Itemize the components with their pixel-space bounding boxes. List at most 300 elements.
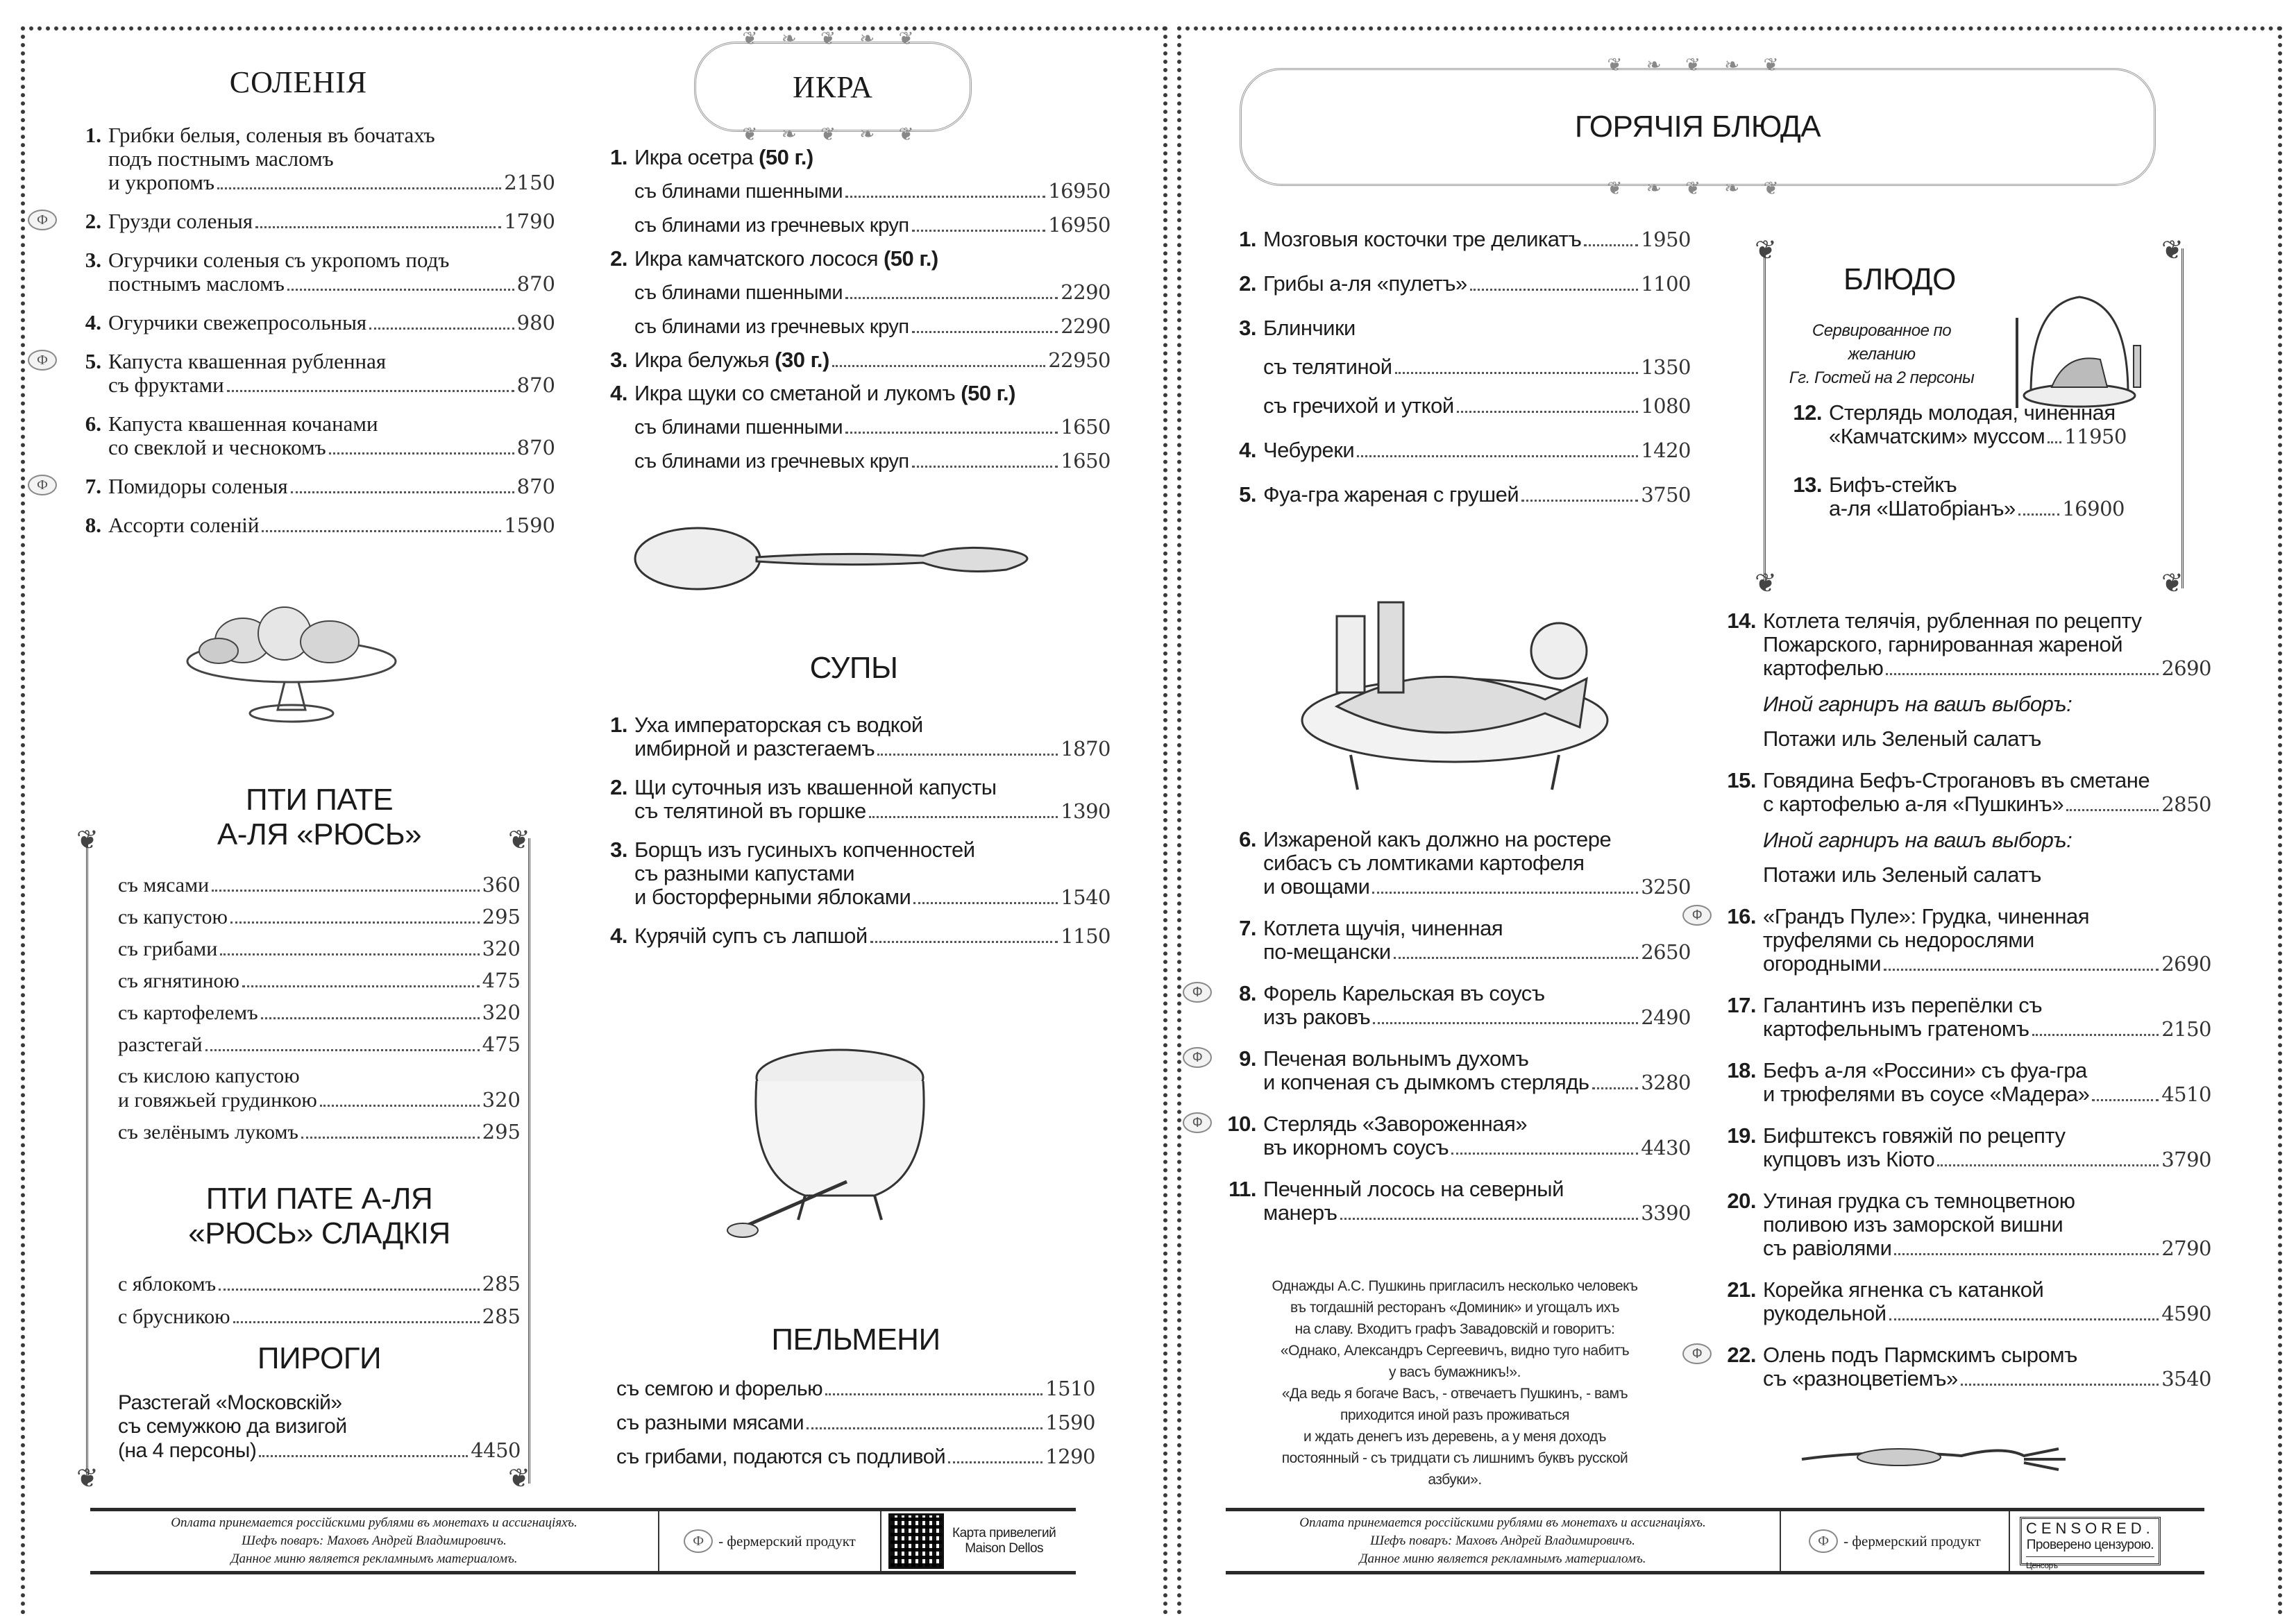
leader-dots xyxy=(845,196,1045,198)
leader-dots xyxy=(2066,809,2159,811)
fork-icon xyxy=(1795,1435,2073,1484)
item-text: Борщъ изъ гусиныхъ копченностей xyxy=(634,838,975,862)
item-line xyxy=(634,213,1111,237)
leaf-ornament-icon: ❦ xyxy=(508,1464,530,1493)
leader-dots xyxy=(1886,673,2159,675)
section-mains xyxy=(1691,609,2211,1409)
item-price: 2850 xyxy=(2161,792,2211,816)
item-price: 360 xyxy=(482,873,521,897)
item-price: 4450 xyxy=(471,1438,521,1462)
garnish-options: Потажи иль Зеленый салатъ xyxy=(1763,726,2041,751)
card-brand: Maison Dellos xyxy=(965,1541,1044,1556)
item-text: и копченая съ дымкомъ стерлядь xyxy=(1263,1070,1589,1094)
item-text: Икра белужья xyxy=(634,348,770,372)
leaf-ornament-icon: ❦ xyxy=(1755,236,1777,265)
menu-item xyxy=(118,873,521,897)
menu-item xyxy=(597,713,1111,760)
leader-dots xyxy=(1372,892,1638,894)
leaf-ornament-icon: ❦ xyxy=(508,826,530,855)
menu-item xyxy=(597,247,1111,271)
title-line: ПТИ ПАТЕ А-ЛЯ xyxy=(205,1182,433,1216)
menu-item xyxy=(71,513,555,537)
item-text: Ассорти соленій xyxy=(108,513,260,537)
item-text: Грузди соленыя xyxy=(108,209,253,233)
item-number: 3. xyxy=(610,348,627,372)
section-ikra xyxy=(597,146,1111,483)
item-number: 17. xyxy=(1727,993,1756,1017)
menu-item xyxy=(1725,1278,2211,1325)
item-text: Икра осетра xyxy=(634,145,754,169)
farm-legend-text: - фермерский продукт xyxy=(1843,1532,1981,1549)
footer-left xyxy=(90,1508,1076,1574)
item-text: Блинчики xyxy=(1263,316,1356,340)
censor-line: Проверено цензурою. xyxy=(2026,1538,2154,1552)
fork-illustration xyxy=(1788,1428,2079,1490)
item-number: 3. xyxy=(610,838,627,862)
leader-dots xyxy=(948,1461,1043,1463)
item-number: 20. xyxy=(1727,1189,1756,1213)
leader-dots xyxy=(912,466,1058,468)
item-number: 14. xyxy=(1727,609,1756,633)
item-text: съ телятиной въ горшке xyxy=(634,799,866,823)
item-line xyxy=(1263,272,1691,296)
menu-item xyxy=(1725,609,2211,751)
leader-dots xyxy=(2048,441,2061,443)
item-price: 1870 xyxy=(1061,737,1111,760)
item-text: и босторферными яблоками xyxy=(634,885,911,909)
item-price: 3390 xyxy=(1641,1201,1691,1225)
farm-product-icon: Ф xyxy=(1183,982,1212,1003)
item-text: Грибы а-ля «пулетъ» xyxy=(1263,271,1467,296)
item-text: картофельнымъ гратеномъ xyxy=(1763,1017,2029,1041)
item-line xyxy=(634,737,1111,760)
leaf-ornament-icon: ❦ xyxy=(2161,569,2184,598)
leader-dots xyxy=(1894,1253,2159,1255)
item-number: 6. xyxy=(85,411,101,436)
footer-right xyxy=(1226,1508,2204,1574)
spoon-icon xyxy=(632,516,1062,606)
item-number: 1. xyxy=(610,713,627,737)
leader-dots xyxy=(1937,1164,2159,1166)
leader-dots xyxy=(1584,244,1638,246)
subtitle-line: Сервированное по желанию xyxy=(1812,321,1952,364)
leader-dots xyxy=(1394,957,1639,959)
leader-dots xyxy=(1470,289,1638,291)
footer-note-line: Шефъ поваръ: Маховъ Андрей Владимировичъ. xyxy=(1370,1533,1635,1548)
item-price: 1510 xyxy=(1045,1377,1095,1400)
censor-signature: Ценсоръ xyxy=(2026,1556,2154,1574)
item-text: Печеная вольнымъ духомъ xyxy=(1263,1046,1529,1071)
item-number: 5. xyxy=(1239,482,1256,507)
item-line xyxy=(634,146,1111,169)
item-price: 1790 xyxy=(504,210,555,233)
item-weight: (50 г.) xyxy=(759,145,813,169)
menu-item xyxy=(71,248,555,296)
item-text: с картофелью а-ля «Пушкинъ» xyxy=(1763,792,2064,816)
item-line xyxy=(108,475,555,498)
item-price: 2650 xyxy=(1641,940,1691,964)
section-title xyxy=(118,1182,521,1251)
item-text: въ икорномъ соусъ xyxy=(1263,1135,1449,1159)
item-line xyxy=(1763,792,2211,816)
item-line xyxy=(108,436,555,459)
item-line xyxy=(1763,1082,2211,1106)
item-price: 1080 xyxy=(1641,394,1691,418)
item-text: Икра камчатского лосося xyxy=(634,246,878,271)
menu-item xyxy=(1791,473,2125,520)
leader-dots xyxy=(845,432,1058,434)
anecdote-line: у васъ бумажникъ!». xyxy=(1389,1364,1521,1380)
loyalty-card-block xyxy=(881,1511,1063,1571)
item-number: 4. xyxy=(610,381,627,405)
section-bludo xyxy=(1778,262,2173,545)
leader-dots xyxy=(320,1105,480,1107)
fish-platter-illustration xyxy=(1274,581,1635,810)
menu-item xyxy=(1192,981,1691,1029)
leader-dots xyxy=(2092,1099,2159,1101)
item-number: 4. xyxy=(1239,438,1256,462)
sub-item xyxy=(597,280,1111,305)
menu-item xyxy=(118,905,521,929)
item-line xyxy=(1829,497,2125,520)
leader-dots xyxy=(1884,969,2159,971)
leaf-ornament-icon: ❦ xyxy=(1755,569,1777,598)
anecdote-line: въ тогдашній ресторанъ «Доминик» и угощалъ ихъ xyxy=(1290,1300,1620,1316)
menu-item xyxy=(118,1272,521,1296)
farm-product-icon: Ф xyxy=(1682,905,1712,926)
leader-dots xyxy=(1373,1022,1638,1024)
leader-dots xyxy=(262,530,501,532)
menu-item xyxy=(118,1033,521,1057)
item-line xyxy=(1829,425,2127,448)
farm-legend xyxy=(1781,1511,2010,1571)
item-text: картофелью xyxy=(1763,656,1884,680)
item-line xyxy=(1263,1201,1691,1225)
item-price: 870 xyxy=(516,373,555,397)
item-price: 1590 xyxy=(1045,1411,1095,1434)
item-price: 2290 xyxy=(1061,314,1111,338)
section-pti-pate xyxy=(118,783,521,1152)
leader-dots xyxy=(877,754,1058,756)
farm-product-icon: Ф xyxy=(28,210,57,230)
item-text: съ блинами пшенными xyxy=(634,180,843,203)
item-text: Утиная грудка съ темноцветною xyxy=(1763,1189,2075,1213)
item-text: съ фруктами xyxy=(108,373,224,397)
item-text: съ грибами xyxy=(118,937,218,960)
item-text: съ блинами пшенными xyxy=(634,282,843,304)
menu-item xyxy=(1226,272,1691,296)
item-line xyxy=(1263,394,1691,418)
anecdote-line: Однажды А.С. Пушкинь пригласилъ несколько человекъ xyxy=(1272,1278,1638,1294)
pot-illustration xyxy=(715,1019,951,1248)
menu-item xyxy=(1691,1343,2211,1391)
item-weight: (30 г.) xyxy=(775,348,829,372)
menu-item xyxy=(1192,1112,1691,1159)
leader-dots xyxy=(233,1321,480,1323)
item-text: съ картофелемъ xyxy=(118,1001,258,1024)
item-number: 9. xyxy=(1239,1046,1256,1071)
item-text: Капуста квашенная рубленная xyxy=(108,349,387,373)
item-line xyxy=(1263,228,1691,251)
anecdote-line: азбуки». xyxy=(1428,1472,1482,1488)
item-line xyxy=(108,272,555,296)
item-text: Икра щуки со сметаной и лукомъ xyxy=(634,381,956,405)
menu-item xyxy=(118,969,521,993)
item-price: 320 xyxy=(482,1088,521,1112)
section-hot-b xyxy=(1192,827,1691,1243)
menu-item xyxy=(118,1064,521,1112)
item-number: 19. xyxy=(1727,1123,1756,1148)
item-price: 2290 xyxy=(1061,280,1111,304)
item-line xyxy=(634,247,1111,271)
item-line: съ семужкою да визигой xyxy=(118,1415,347,1438)
menu-item xyxy=(118,1120,521,1144)
item-price: 1390 xyxy=(1061,799,1111,823)
item-price: 4430 xyxy=(1641,1136,1691,1159)
item-text: и говяжьей грудинкою xyxy=(118,1089,317,1112)
item-price: 980 xyxy=(516,311,555,334)
leader-dots xyxy=(291,491,514,493)
menu-item xyxy=(597,348,1111,372)
menu-item xyxy=(616,1445,1095,1469)
anecdote-line: на славу. Входитъ графъ Завадовскій и говоритъ: xyxy=(1294,1321,1615,1337)
item-text: съ ягнятиною xyxy=(118,969,239,992)
item-number: 8. xyxy=(85,513,101,537)
menu-item xyxy=(1226,439,1691,462)
item-price: 1150 xyxy=(1061,924,1111,948)
item-line xyxy=(1763,952,2211,976)
item-line xyxy=(118,873,521,897)
item-number: 4. xyxy=(610,924,627,948)
item-text: съ блинами из гречневых круп xyxy=(634,450,909,473)
item-text: съ капустою xyxy=(118,906,228,928)
item-line xyxy=(616,1411,1095,1435)
section-supy xyxy=(597,651,1111,963)
fish-platter-icon xyxy=(1281,588,1628,804)
title-line: А-ЛЯ «РЮСЬ» xyxy=(217,817,422,851)
menu-item xyxy=(118,1305,521,1329)
section-pti-pate-sweet xyxy=(118,1182,521,1337)
item-text: Чебуреки xyxy=(1263,438,1355,462)
leader-dots xyxy=(369,328,514,330)
menu-item xyxy=(1725,994,2211,1041)
item-line xyxy=(108,210,555,233)
menu-item xyxy=(37,209,555,233)
leader-dots xyxy=(329,452,514,454)
leader-dots xyxy=(832,365,1045,367)
menu-item xyxy=(1226,917,1691,964)
item-price: 16950 xyxy=(1048,179,1111,203)
item-text: съ телятиной xyxy=(1263,355,1392,379)
item-line xyxy=(1263,1071,1691,1094)
farm-product-icon: Ф xyxy=(1183,1047,1212,1068)
item-line xyxy=(634,924,1111,948)
item-price: 295 xyxy=(482,905,521,928)
item-number: 1. xyxy=(85,123,101,147)
item-text: Корейка ягненка съ катанкой xyxy=(1763,1277,2044,1302)
item-text: подъ постнымъ масломъ xyxy=(108,146,334,171)
footer-note-line: Данное миню является рекламнымъ материаломъ. xyxy=(1359,1552,1646,1566)
farm-product-icon: Ф xyxy=(28,350,57,371)
item-price: 22950 xyxy=(1048,348,1111,372)
item-text: разстегай xyxy=(118,1033,203,1056)
item-text: Галантинъ изъ перепёлки съ xyxy=(1763,993,2043,1017)
sub-item xyxy=(597,179,1111,203)
sub-item xyxy=(597,415,1111,439)
item-text: с яблокомъ xyxy=(118,1273,217,1295)
menu-page-left xyxy=(21,26,1167,1615)
item-weight: (50 г.) xyxy=(961,381,1015,405)
menu-item xyxy=(1226,316,1691,418)
item-line xyxy=(1763,656,2211,680)
item-number: 10. xyxy=(1227,1112,1256,1136)
item-text: Уха императорская съ водкой xyxy=(634,713,923,737)
section-solenia xyxy=(37,65,555,552)
menu-item xyxy=(1192,1046,1691,1094)
footer-note xyxy=(1226,1511,1781,1571)
leaf-ornament-icon: ❦ xyxy=(76,826,99,855)
leader-dots xyxy=(1521,500,1638,502)
item-text: «Камчатским» муссом xyxy=(1829,424,2045,448)
item-price: 3750 xyxy=(1641,483,1691,507)
item-price: 1540 xyxy=(1061,885,1111,909)
menu-item xyxy=(1791,401,2125,448)
leader-dots xyxy=(219,1289,480,1291)
bludo-subtitle xyxy=(1778,319,1986,390)
leader-dots xyxy=(1395,372,1639,374)
item-text: купцовъ изъ Кіото xyxy=(1763,1147,1935,1171)
anecdote-line: «Да ведь я богаче Васъ, - отвечаетъ Пушкинъ, - вамъ xyxy=(1281,1386,1628,1402)
item-text: Мозговыя косточки тре деликатъ xyxy=(1263,227,1582,251)
footer-note-line: Данное миню является рекламнымъ материаломъ. xyxy=(230,1552,518,1566)
section-pelmeni xyxy=(616,1323,1095,1479)
item-price: 1650 xyxy=(1061,449,1111,473)
item-line xyxy=(118,937,521,961)
item-price: 2690 xyxy=(2161,656,2211,680)
item-price: 3790 xyxy=(2161,1148,2211,1171)
farm-product-icon: Ф xyxy=(1682,1343,1712,1364)
section-title: ❦ ❧ ❦ ❧ ❦ ГОРЯЧІЯ БЛЮДА xyxy=(1574,110,1821,144)
item-line xyxy=(118,1033,521,1057)
item-text: съ разными капустами xyxy=(634,861,855,885)
leader-dots xyxy=(912,230,1046,232)
item-line xyxy=(1263,1136,1691,1159)
item-text: «Грандъ Пуле»: Грудка, чиненная xyxy=(1763,904,2089,928)
item-text: Огурчики соленыя съ укропомъ подъ xyxy=(108,248,450,272)
item-price: 320 xyxy=(482,1001,521,1024)
item-text: Грибки белыя, соленыя въ бочатахъ xyxy=(108,123,435,147)
item-line: (на 4 персоны) xyxy=(118,1439,257,1462)
item-price: 4510 xyxy=(2161,1082,2211,1106)
item-price: 1950 xyxy=(1641,228,1691,251)
item-number: 2. xyxy=(1239,271,1256,296)
item-text: сибасъ съ ломтиками картофеля xyxy=(1263,851,1585,875)
item-line xyxy=(1763,1367,2211,1391)
item-price: 3280 xyxy=(1641,1071,1691,1094)
footer-note-line: Шефъ поваръ: Маховъ Андрей Владимировичъ. xyxy=(242,1533,507,1548)
leader-dots xyxy=(287,289,514,291)
farm-product-icon: Ф xyxy=(684,1529,713,1553)
item-weight: (50 г.) xyxy=(883,246,938,271)
item-line xyxy=(1263,355,1691,379)
section-hot-a xyxy=(1226,228,1691,527)
item-number: 4. xyxy=(85,310,101,334)
item-line xyxy=(118,1305,521,1329)
menu-item xyxy=(1226,483,1691,507)
leader-dots xyxy=(1357,455,1638,457)
leader-dots xyxy=(2018,513,2060,516)
item-number: 7. xyxy=(85,474,101,498)
menu-item xyxy=(1725,769,2211,887)
item-text: Фуа-гра жареная с грушей xyxy=(1263,482,1519,507)
item-text: Котлета щучія, чиненная xyxy=(1263,916,1503,940)
item-line xyxy=(616,1377,1095,1401)
menu-item xyxy=(597,776,1111,823)
section-title: ❦ ❧ ❦ ❧ ❦ ИКРА xyxy=(793,69,873,104)
leaf-ornament-icon: ❦ xyxy=(76,1464,99,1493)
item-text: Огурчики свежепросольныя xyxy=(108,310,367,334)
leader-dots xyxy=(259,1455,468,1457)
garnish-label: Иной гарниръ на вашъ выборъ: xyxy=(1763,828,2073,852)
menu-item xyxy=(597,146,1111,169)
subtitle-line: Гг. Гостей на 2 персоны xyxy=(1789,368,1975,387)
item-number: 21. xyxy=(1727,1277,1756,1302)
garnish-label: Иной гарниръ на вашъ выборъ: xyxy=(1763,692,2073,716)
farm-product-icon: Ф xyxy=(1809,1529,1838,1553)
item-line xyxy=(1263,1005,1691,1029)
item-text: Бифъ-стейкъ xyxy=(1829,473,1957,497)
item-price: 4590 xyxy=(2161,1302,2211,1325)
section-title xyxy=(118,783,521,852)
section-title: БЛЮДО xyxy=(1843,262,1956,296)
leader-dots xyxy=(230,921,480,924)
item-price: 475 xyxy=(482,969,521,992)
item-text: Изжареной какъ должно на ростере xyxy=(1263,827,1612,851)
leader-dots xyxy=(870,941,1058,943)
hot-dishes-cartouche xyxy=(1240,68,2156,186)
item-line xyxy=(1263,483,1691,507)
leader-dots xyxy=(212,890,479,892)
item-text: Стерлядь «Завороженная» xyxy=(1263,1112,1528,1136)
item-price: 295 xyxy=(482,1120,521,1144)
item-text: Щи суточныя изъ квашенной капусты xyxy=(634,775,997,799)
item-number: 11. xyxy=(1229,1177,1256,1201)
leader-dots xyxy=(220,953,479,955)
item-text: съ равіолями xyxy=(1763,1236,1892,1260)
item-line xyxy=(634,799,1111,823)
qr-code-icon[interactable] xyxy=(888,1513,944,1569)
menu-item xyxy=(71,124,555,194)
item-line xyxy=(1763,1302,2211,1325)
item-price: 3250 xyxy=(1641,875,1691,899)
menu-item xyxy=(1725,1124,2211,1171)
item-number: 18. xyxy=(1727,1058,1756,1082)
menu-item xyxy=(597,924,1111,948)
item-number: 8. xyxy=(1239,981,1256,1005)
item-text: Печенный лосось на северный xyxy=(1263,1177,1564,1201)
item-number: 6. xyxy=(1239,827,1256,851)
menu-item xyxy=(71,412,555,459)
item-price: 2790 xyxy=(2161,1237,2211,1260)
item-text: и укропомъ xyxy=(108,170,215,194)
leader-dots xyxy=(825,1393,1043,1395)
menu-item xyxy=(1226,1178,1691,1225)
item-text: съ блинами из гречневых круп xyxy=(634,214,909,237)
item-line xyxy=(616,1445,1095,1469)
item-text: постнымъ масломъ xyxy=(108,271,285,296)
item-line xyxy=(118,905,521,929)
item-text: Бефъ а-ля «Россини» съ фуа-гра xyxy=(1763,1058,2087,1082)
